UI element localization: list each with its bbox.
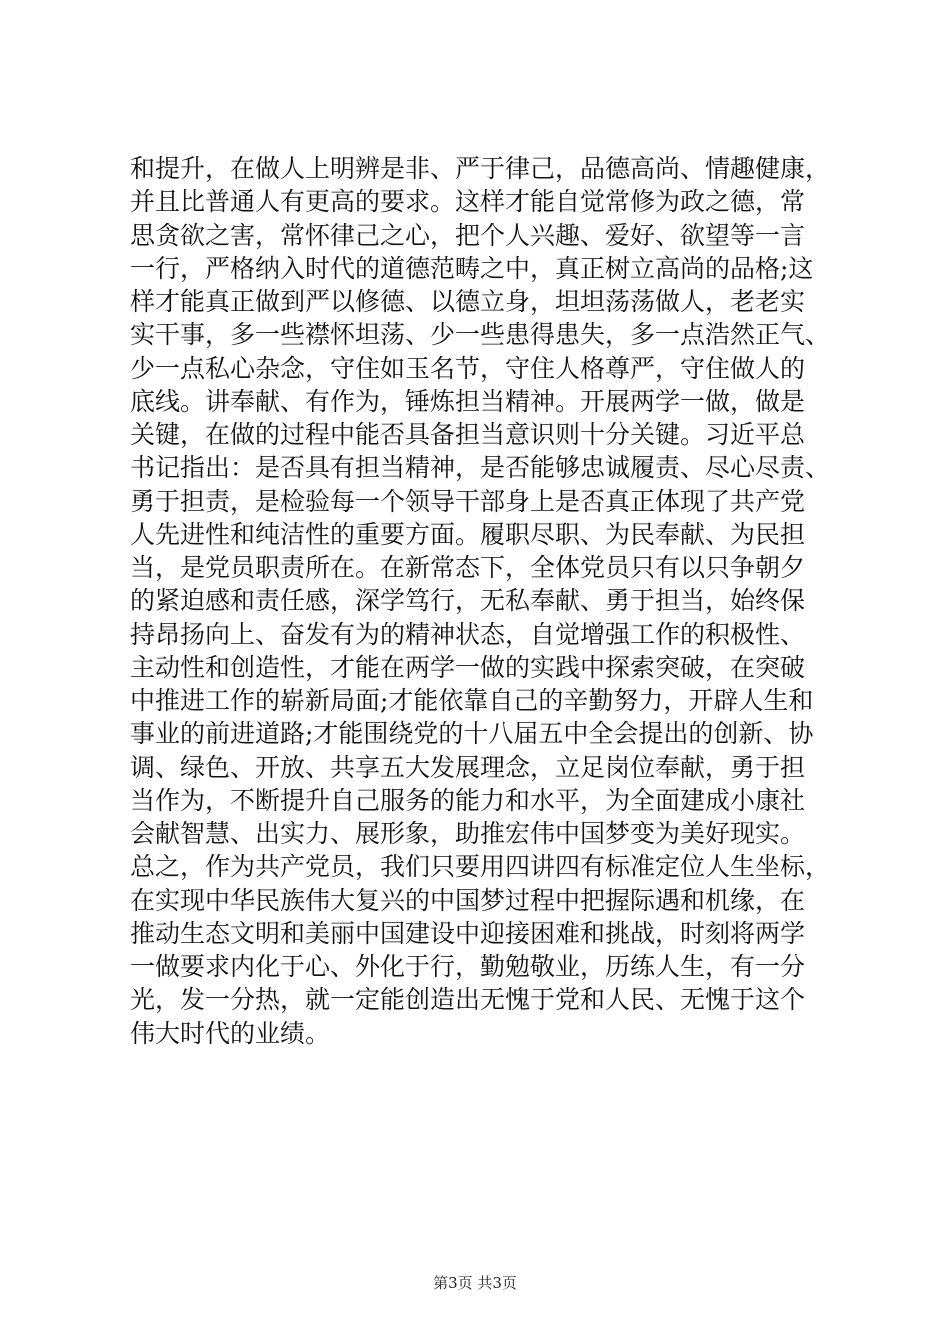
text-line: 少一点私心杂念，守住如玉名节，守住人格尊严，守住做人的 — [130, 353, 806, 383]
text-line: 事业的前进道路;才能围绕党的十八届五中全会提出的创新、协 — [130, 719, 814, 749]
text-line: 当，是党员职责所在。在新常态下，全体党员只有以只争朝夕 — [130, 553, 806, 582]
text-line: 总之，作为共产党员，我们只要用四讲四有标准定位人生坐标， — [130, 852, 831, 882]
text-line: 在实现中华民族伟大复兴的中国梦过程中把握际遇和机缘，在 — [130, 885, 806, 915]
text-line: 人先进性和纯洁性的重要方面。履职尽职、为民奉献、为民担 — [130, 519, 806, 549]
text-line: 书记指出：是否具有担当精神，是否能够忠诚履责、尽心尽责、 — [130, 453, 831, 483]
text-line: 一做要求内化于心、外化于行，勤勉敬业，历练人生，有一分 — [130, 952, 806, 981]
text-line: 光，发一分热，就一定能创造出无愧于党和人民、无愧于这个 — [130, 985, 806, 1015]
text-line: 一行，严格纳入时代的道德范畴之中，真正树立高尚的品格;这 — [130, 253, 814, 283]
text-line: 并且比普通人有更高的要求。这样才能自觉常修为政之德，常 — [130, 187, 806, 217]
text-line: 实干事，多一些襟怀坦荡、少一些患得患失，多一点浩然正气、 — [130, 320, 831, 350]
text-line: 持昂扬向上、奋发有为的精神状态，自觉增强工作的积极性、 — [130, 619, 806, 649]
page-number-footer: 第3页 共3页 — [433, 1274, 517, 1292]
text-line: 样才能真正做到严以修德、以德立身，坦坦荡荡做人，老老实 — [130, 287, 806, 316]
text-line: 的紧迫感和责任感，深学笃行，无私奉献、勇于担当，始终保 — [130, 586, 806, 616]
text-line: 伟大时代的业绩。 — [130, 1018, 331, 1048]
text-line: 主动性和创造性，才能在两学一做的实践中探索突破，在突破 — [130, 652, 806, 682]
text-line: 当作为，不断提升自己服务的能力和水平，为全面建成小康社 — [130, 785, 806, 815]
text-line: 调、绿色、开放、共享五大发展理念，立足岗位奉献，勇于担 — [130, 752, 806, 782]
text-line: 和提升，在做人上明辨是非、严于律己，品德高尚、情趣健康， — [130, 154, 831, 183]
body-paragraph — [130, 152, 830, 1050]
text-line: 关键，在做的过程中能否具备担当意识则十分关键。习近平总 — [130, 420, 806, 449]
text-line: 中推进工作的崭新局面;才能依靠自己的辛勤努力，开辟人生和 — [130, 686, 814, 715]
text-line: 勇于担责，是检验每一个领导干部身上是否真正体现了共产党 — [130, 486, 806, 516]
text-line: 底线。讲奉献、有作为，锤炼担当精神。开展两学一做，做是 — [130, 386, 806, 416]
text-line: 思贪欲之害，常怀律己之心，把个人兴趣、爱好、欲望等一言 — [130, 220, 806, 250]
text-line: 会献智慧、出实力、展形象，助推宏伟中国梦变为美好现实。 — [130, 819, 806, 848]
text-line: 推动生态文明和美丽中国建设中迎接困难和挑战，时刻将两学 — [130, 918, 806, 948]
